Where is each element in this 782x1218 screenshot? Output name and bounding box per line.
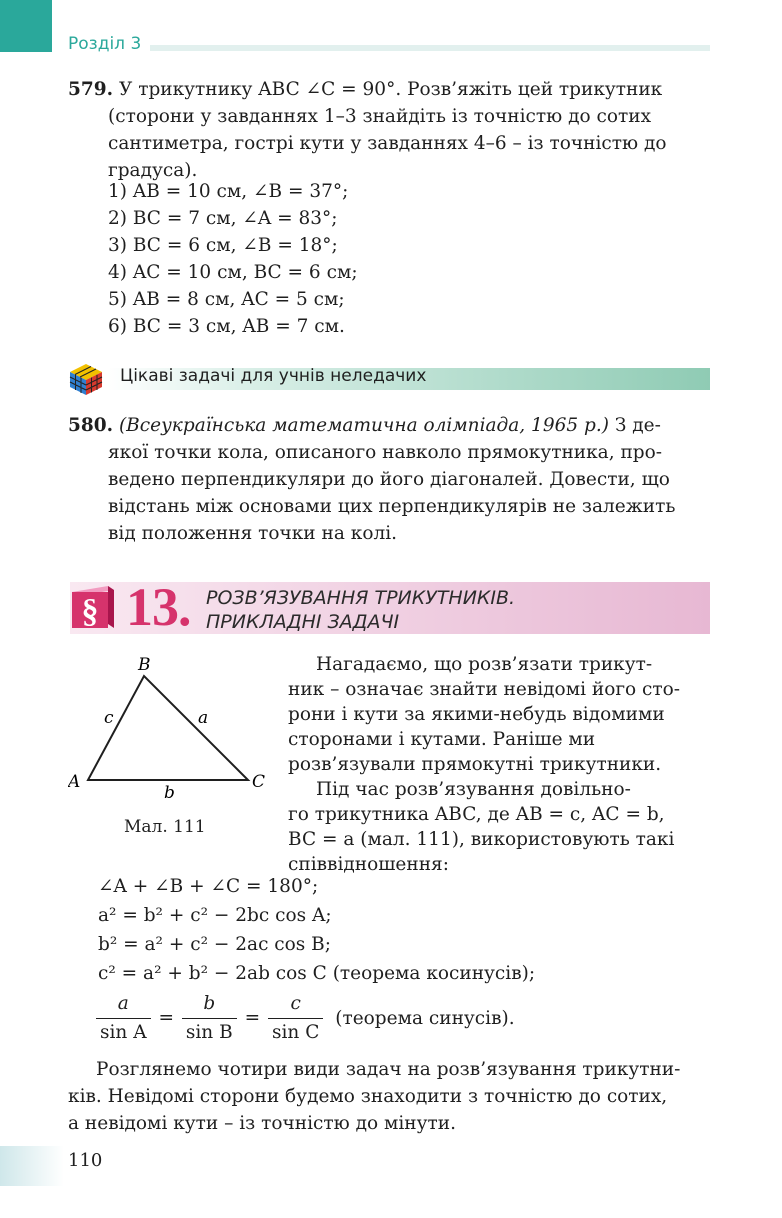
- formula-cosine-c: c² = a² + b² − 2ab cos C (теорема косинусів);: [98, 963, 536, 984]
- figure-caption: Мал. 111: [124, 817, 206, 837]
- page-number-background: [0, 1146, 64, 1186]
- intro-line-3: рони і кути за якими-небудь відомими: [288, 704, 665, 725]
- problem-580-number: 580.: [68, 415, 114, 436]
- section-symbol-icon: [68, 584, 118, 632]
- problem-579-line-3: сантиметра, гострі кути у завданнях 4–6 – із точністю до: [108, 133, 667, 154]
- intro-line-1: Нагадаємо, що розв’язати трикут-: [316, 654, 653, 675]
- problem-579-text: [68, 76, 708, 184]
- problem-579-number: 579.: [68, 79, 114, 100]
- equals-sign-1: =: [158, 1007, 174, 1029]
- sine-law-note: (теорема синусів).: [335, 1007, 515, 1029]
- header-color-block: [0, 0, 52, 52]
- sine-numerator-b: b: [182, 992, 237, 1019]
- sine-fraction-c: [268, 992, 323, 1045]
- sine-fraction-a: [96, 992, 151, 1045]
- side-c-label: c: [104, 708, 114, 728]
- equals-sign-2: =: [244, 1007, 261, 1029]
- triangle-figure: [68, 656, 278, 806]
- problem-580-line-5: від положення точки на колі.: [108, 523, 398, 544]
- problem-579-line-2: (сторони у завданнях 1–3 знайдіть із точністю до сотих: [108, 106, 652, 127]
- problem-580-first-text: З де-: [608, 415, 661, 436]
- problem-579-item-1: 1) AB = 10 см, ∠B = 37°;: [108, 181, 349, 202]
- problem-580-line-2: якої точки кола, описаного навколо прямокутника, про-: [108, 442, 663, 463]
- problem-579-line-4: градуса).: [108, 160, 198, 181]
- triangle-shape: [88, 676, 248, 780]
- closing-line-3: а невідомі кути – із точністю до мінути.: [68, 1113, 456, 1134]
- section-label: Розділ 3: [68, 34, 142, 54]
- problem-579-item-3: 3) BC = 6 см, ∠B = 18°;: [108, 235, 338, 256]
- problem-579-item-6: 6) BC = 3 см, AB = 7 см.: [108, 316, 345, 337]
- side-b-label: b: [164, 783, 175, 803]
- section-title: [206, 586, 515, 634]
- sine-law: [94, 992, 515, 1045]
- rubiks-cube-icon: [68, 362, 104, 396]
- closing-line-2: ків. Невідомі сторони будемо знаходити з точністю до сотих,: [68, 1086, 668, 1107]
- problem-579-item-4: 4) AC = 10 см, BC = 6 см;: [108, 262, 358, 283]
- intro-line-7: го трикутника ABC, де AB = c, AC = b,: [288, 804, 665, 825]
- formula-angle-sum: ∠A + ∠B + ∠C = 180°;: [98, 876, 319, 897]
- sine-denominator-c: sin C: [271, 1022, 320, 1043]
- section-title-line-2: ПРИКЛАДНІ ЗАДАЧІ: [206, 611, 400, 633]
- vertex-a-label: A: [68, 772, 81, 792]
- problem-579-line-1: У трикутнику ABC ∠C = 90°. Розв’яжіть цей трикутник: [118, 79, 663, 100]
- problem-580-source: (Всеукраїнська математична олімпіада, 1965 р.): [118, 415, 609, 436]
- problem-580-line-3: ведено перпендикуляри до його діагоналей. Довести, що: [108, 469, 670, 490]
- formula-cosine-a: a² = b² + c² − 2bc cos A;: [98, 905, 332, 926]
- problem-580-text: [68, 412, 708, 547]
- page-number: 110: [68, 1150, 103, 1171]
- section-number: 13.: [126, 577, 191, 637]
- sine-denominator-b: sin B: [185, 1022, 233, 1043]
- intro-text: [288, 652, 708, 877]
- sine-fraction-b: [182, 992, 237, 1045]
- side-a-label: a: [198, 708, 209, 728]
- intro-line-4: сторонами і кутами. Раніше ми: [288, 729, 596, 750]
- sine-numerator-c: c: [268, 992, 323, 1019]
- problem-580-line-4: відстань між основами цих перпендикулярів не залежить: [108, 496, 676, 517]
- section-title-line-1: РОЗВ’ЯЗУВАННЯ ТРИКУТНИКІВ.: [206, 587, 516, 609]
- intro-line-2: ник – означає знайти невідомі його сто-: [288, 679, 681, 700]
- section-symbol: §: [81, 593, 99, 630]
- intro-line-5: розв’язували прямокутні трикутники.: [288, 754, 662, 775]
- problem-579-item-2: 2) BC = 7 см, ∠A = 83°;: [108, 208, 338, 229]
- sine-denominator-a: sin A: [100, 1022, 147, 1043]
- vertex-c-label: C: [252, 772, 266, 792]
- interesting-problems-label: Цікаві задачі для учнів неледачих: [120, 366, 427, 386]
- problem-579-item-5: 5) AB = 8 см, AC = 5 см;: [108, 289, 345, 310]
- intro-line-6: Під час розв’язування довільно-: [316, 779, 631, 800]
- intro-line-8: BC = a (мал. 111), використовують такі: [288, 829, 675, 850]
- closing-paragraph: [68, 1056, 708, 1137]
- closing-line-1: Розглянемо чотири види задач на розв’язування трикутни-: [96, 1059, 681, 1080]
- formula-cosine-b: b² = a² + c² − 2ac cos B;: [98, 934, 332, 955]
- vertex-b-label: B: [138, 656, 151, 675]
- header-rule: [150, 45, 710, 51]
- sine-numerator-a: a: [96, 992, 151, 1019]
- intro-line-9: співвідношення:: [288, 854, 449, 875]
